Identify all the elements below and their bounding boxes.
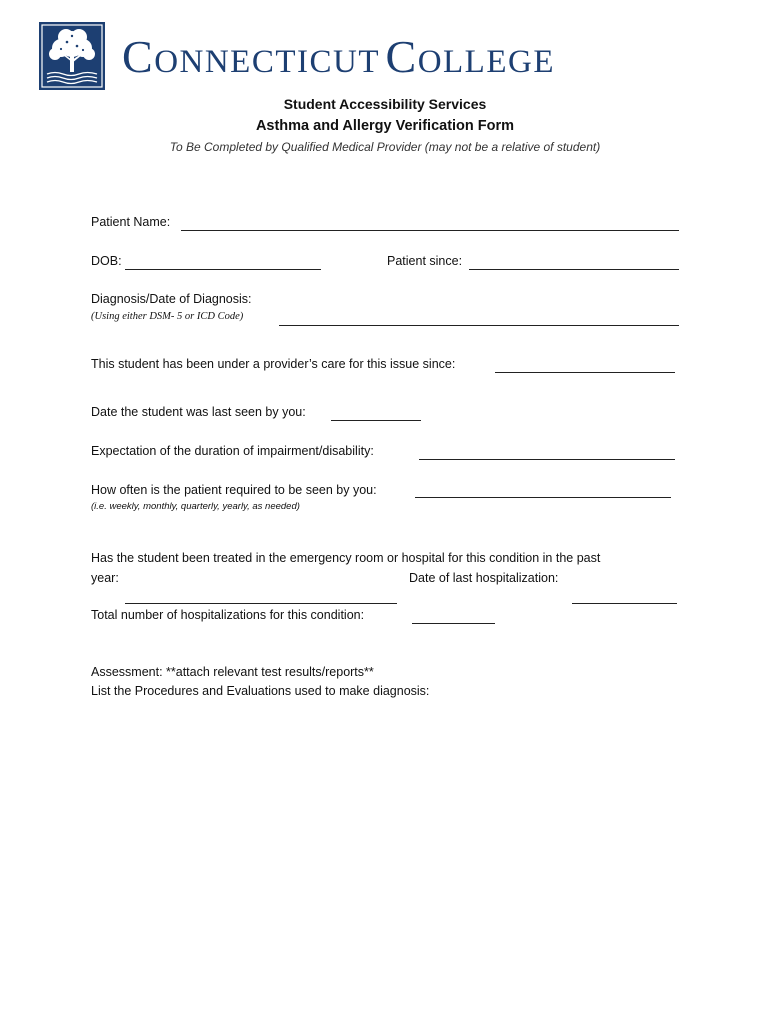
diagnosis-note: (Using either DSM- 5 or ICD Code) xyxy=(91,311,244,322)
last-seen-label: Date the student was last seen by you: xyxy=(91,405,306,419)
total-hospitalizations-label: Total number of hospitalizations for this condition: xyxy=(91,608,365,622)
department-title: Student Accessibility Services xyxy=(283,96,487,112)
diagnosis-field[interactable] xyxy=(279,325,679,326)
frequency-label: How often is the patient required to be seen by you: xyxy=(91,483,377,497)
last-seen-field[interactable] xyxy=(331,420,421,421)
college-logo xyxy=(39,22,105,90)
form-title: Asthma and Allergy Verification Form xyxy=(255,118,515,134)
duration-label: Expectation of the duration of impairment/disability: xyxy=(91,444,374,458)
dob-label: DOB: xyxy=(91,254,122,268)
oak-tree-icon xyxy=(39,22,105,90)
frequency-note: (i.e. weekly, monthly, quarterly, yearly, as needed) xyxy=(91,501,300,512)
care-since-label: This student has been under a provider’s care for this issue since: xyxy=(91,357,456,371)
last-hospitalization-label: Date of last hospitalization: xyxy=(409,571,559,585)
patient-name-field[interactable] xyxy=(181,230,679,231)
procedures-label: List the Procedures and Evaluations used to make diagnosis: xyxy=(91,684,430,698)
form-instructions: To Be Completed by Qualified Medical Provider (may not be a relative of student) xyxy=(169,140,601,154)
diagnosis-label: Diagnosis/Date of Diagnosis: xyxy=(91,292,252,306)
er-question-label: Has the student been treated in the emergency room or hospital for this condition in the past xyxy=(91,551,601,565)
dob-field[interactable] xyxy=(125,269,321,270)
er-question-year-label: year: xyxy=(91,571,119,585)
patient-since-label: Patient since: xyxy=(387,254,463,268)
frequency-field[interactable] xyxy=(415,497,671,498)
total-hospitalizations-field[interactable] xyxy=(412,623,495,624)
care-since-field[interactable] xyxy=(495,372,675,373)
assessment-label: Assessment: **attach relevant test results/reports** xyxy=(91,665,374,679)
last-hospitalization-field[interactable] xyxy=(572,603,677,604)
patient-name-label: Patient Name: xyxy=(91,215,171,229)
college-wordmark: CONNECTICUT COLLEGE xyxy=(122,31,555,82)
duration-field[interactable] xyxy=(419,459,675,460)
er-answer-field[interactable] xyxy=(125,603,397,604)
patient-since-field[interactable] xyxy=(469,269,679,270)
